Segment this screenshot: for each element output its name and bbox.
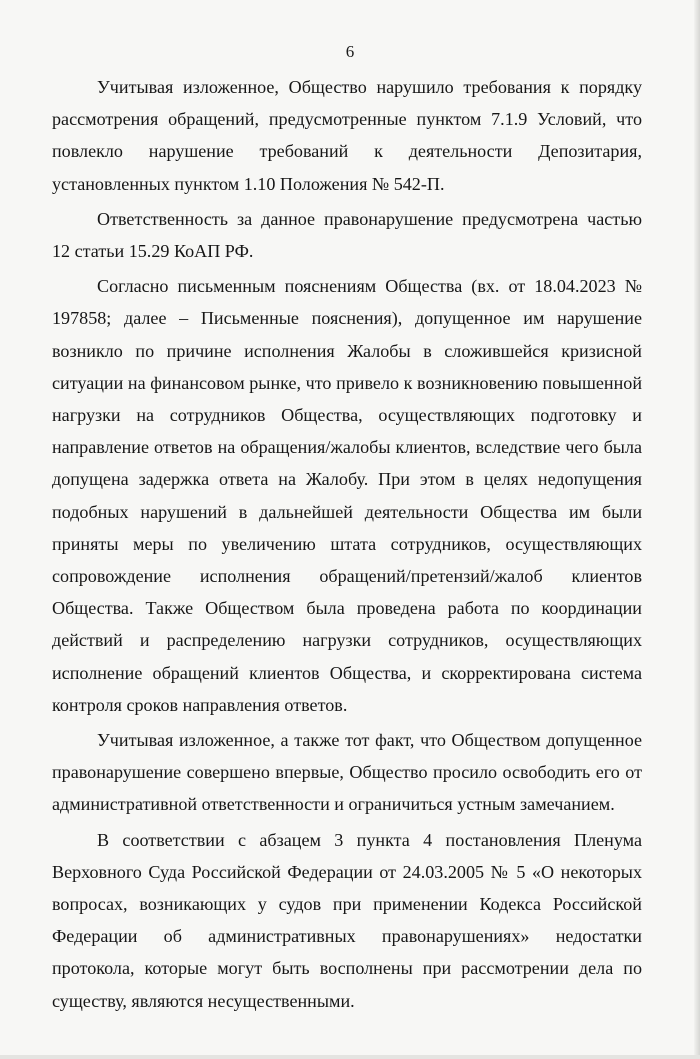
page-edge-shadow [694, 0, 700, 1059]
page-bottom-edge [0, 1055, 700, 1059]
paragraph-liability: Ответственность за данное правонарушение предусмотрена частью 12 статьи 15.29 КоАП РФ. [52, 208, 642, 262]
paragraph-written-explanations: Согласно письменным пояснениям Общества (вх. от 18.04.2023 № 197858; далее – Письменные пояснения), допущенное им нарушение возникло по причине исполнения Жалобы в сложившейся кризисной ситуации на финансовом рынке, что привело к возникновению повышенной нагрузки на сотрудников Общества, осуществляющих подготовку и направление ответов на обращения/жалобы клиентов, вследствие чего была допущена задержка ответа на Жалобу. При этом в целях недопущения подобных нарушений в дальнейшей деятельности Общества им были приняты меры по увеличению штата сотрудников, осуществляющих сопровождение исполнения обращений/претензий/жалоб клиентов Общества. Также Обществом была проведена работа по координации действий и распределению нагрузки сотрудников, осуществляющих исполнение обращений клиентов Общества, и скорректирована система контроля сроков направления ответов. [52, 276, 642, 715]
document-body [52, 71, 642, 1017]
paragraph-supreme-court-ruling: В соответствии с абзацем 3 пункта 4 постановления Пленума Верховного Суда Российской Федерации от 24.03.2005 № 5 «О некоторых вопросах, возникающих у судов при применении Кодекса Российской Федерации об административных правонарушениях» недостатки протокола, которые могут быть восполнены при рассмотрении дела по существу, являются несущественными. [52, 829, 642, 1011]
paragraph-violation-summary: Учитывая изложенное, Общество нарушило требования к порядку рассмотрения обращений, предусмотренные пунктом 7.1.9 Условий, что повлекло нарушение требований к деятельности Депозитария, установленных пунктом 1.10 Положения № 542-П. [52, 77, 642, 194]
page-number: 6 [345, 42, 355, 61]
paragraph-request-exemption: Учитывая изложенное, а также тот факт, что Обществом допущенное правонарушение совершено впервые, Общество просило освободить его от административной ответственности и ограничиться устным замечанием. [52, 730, 642, 815]
